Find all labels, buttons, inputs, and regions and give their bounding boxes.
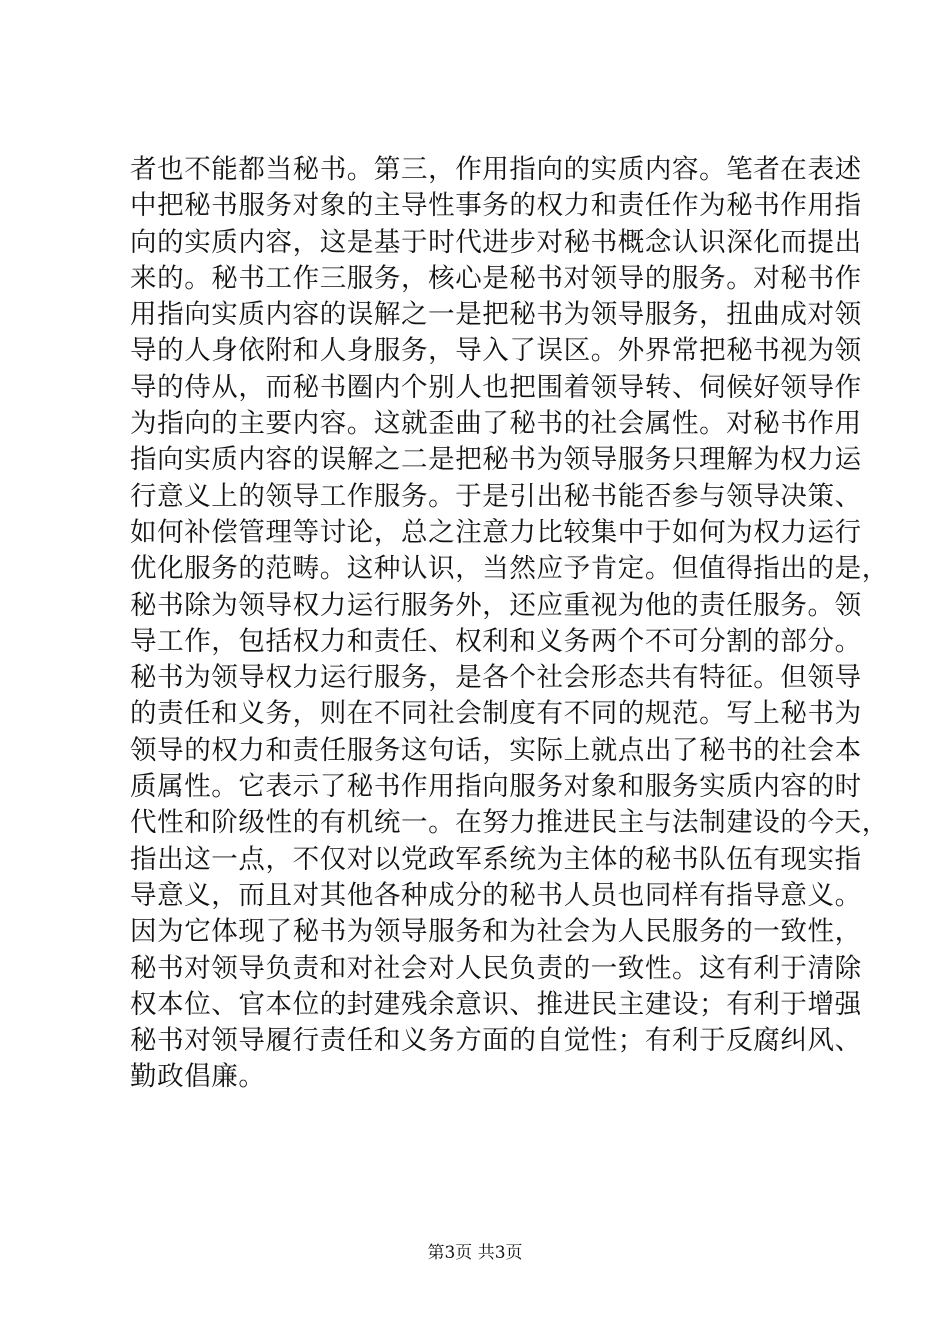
text-line: 来的。秘书工作三服务，核心是秘书对领导的服务。对秘书作	[130, 262, 862, 294]
text-line: 导的侍从，而秘书圈内个别人也把围着领导转、伺候好领导作	[130, 371, 862, 403]
text-line: 代性和阶级性的有机统一。在努力推进民主与法制建设的今天，	[130, 807, 889, 839]
text-line: 因为它体现了秘书为领导服务和为社会为人民服务的一致性，	[130, 916, 862, 948]
body-text	[130, 152, 889, 1096]
text-line: 领导的权力和责任服务这句话，实际上就点出了秘书的社会本	[130, 734, 862, 766]
text-line: 导的人身依附和人身服务，导入了误区。外界常把秘书视为领	[130, 335, 862, 367]
page-number-footer: 第3页 共3页	[427, 1243, 523, 1263]
text-line: 优化服务的范畴。这种认识，当然应予肯定。但值得指出的是，	[130, 553, 889, 585]
text-line: 的责任和义务，则在不同社会制度有不同的规范。写上秘书为	[130, 698, 862, 730]
text-line: 导意义，而且对其他各种成分的秘书人员也同样有指导意义。	[130, 879, 862, 911]
text-line: 向的实质内容，这是基于时代进步对秘书概念认识深化而提出	[130, 226, 862, 258]
text-line: 质属性。它表示了秘书作用指向服务对象和服务实质内容的时	[130, 771, 862, 803]
text-line: 者也不能都当秘书。第三，作用指向的实质内容。笔者在表述	[130, 154, 862, 185]
text-line: 指向实质内容的误解之二是把秘书为领导服务只理解为权力运	[130, 444, 862, 476]
text-line: 为指向的主要内容。这就歪曲了秘书的社会属性。对秘书作用	[130, 408, 862, 440]
text-line: 秘书对领导履行责任和义务方面的自觉性；有利于反腐纠风、	[130, 1025, 862, 1057]
text-line: 指出这一点，不仅对以党政军系统为主体的秘书队伍有现实指	[130, 843, 862, 875]
text-line: 导工作，包括权力和责任、权利和义务两个不可分割的部分。	[130, 625, 862, 657]
text-line: 权本位、官本位的封建残余意识、推进民主建设；有利于增强	[130, 988, 862, 1020]
text-line: 中把秘书服务对象的主导性事务的权力和责任作为秘书作用指	[130, 190, 862, 222]
text-line: 如何补偿管理等讨论，总之注意力比较集中于如何为权力运行	[130, 516, 862, 548]
text-line: 勤政倡廉。	[130, 1061, 266, 1093]
text-line: 用指向实质内容的误解之一是把秘书为领导服务，扭曲成对领	[130, 299, 862, 331]
text-line: 秘书为领导权力运行服务，是各个社会形态共有特征。但领导	[130, 662, 862, 694]
text-line: 秘书除为领导权力运行服务外，还应重视为他的责任服务。领	[130, 589, 862, 621]
text-line: 秘书对领导负责和对社会对人民负责的一致性。这有利于清除	[130, 952, 862, 984]
text-line: 行意义上的领导工作服务。于是引出秘书能否参与领导决策、	[130, 480, 862, 512]
